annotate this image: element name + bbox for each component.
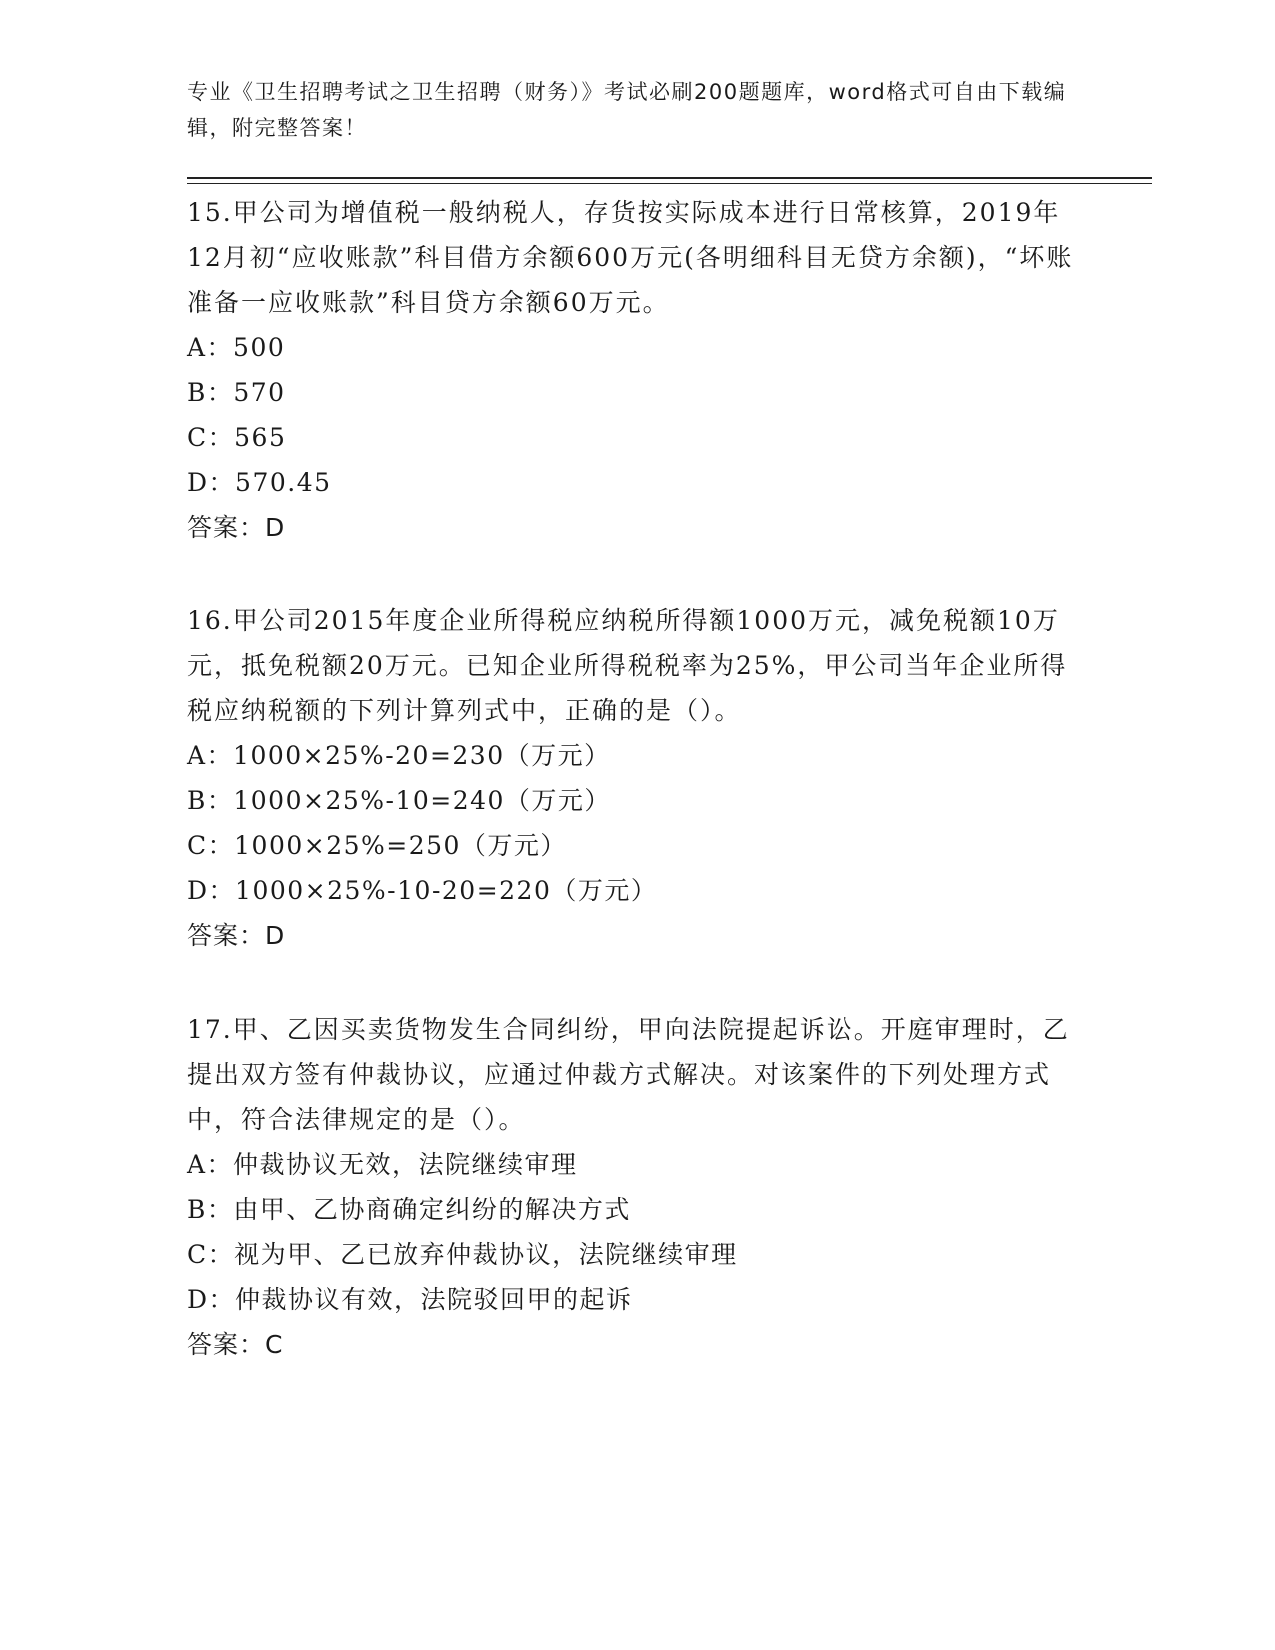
header-divider-thick	[187, 177, 1152, 179]
question-stem: 17.甲、乙因买卖货物发生合同纠纷，甲向法院提起诉讼。开庭审理时，乙提出双方签有仲裁协议，应通过仲裁方式解决。对该案件的下列处理方式中，符合法律规定的是（）。	[187, 1015, 1070, 1134]
question-stem: 16.甲公司2015年度企业所得税应纳税所得额1000万元，减免税额10万元，抵免税额20万元。已知企业所得税税率为25%，甲公司当年企业所得税应纳税额的下列计算列式中，正确的是（）。	[187, 606, 1068, 725]
option-c: C：1000×25%=250（万元）	[187, 831, 567, 860]
header-divider-thin	[187, 183, 1152, 184]
question-16	[187, 598, 1087, 958]
document-header: 专业《卫生招聘考试之卫生招聘（财务）》考试必刷200题题库，word格式可自由下载编辑，附完整答案！	[187, 80, 1067, 140]
option-a: A：500	[187, 333, 286, 362]
question-15	[187, 190, 1087, 550]
question-stem: 15.甲公司为增值税一般纳税人，存货按实际成本进行日常核算，2019年12月初“应收账款”科目借方余额600万元(各明细科目无贷方余额)，“坏账准备一应收账款”科目贷方余额60万元。	[187, 198, 1074, 317]
option-a: A：1000×25%-20=230（万元）	[187, 741, 611, 770]
option-c: C：565	[187, 423, 287, 452]
option-d: D：570.45	[187, 468, 332, 497]
option-d: D：1000×25%-10-20=220（万元）	[187, 876, 658, 905]
answer: 答案：C	[187, 1330, 284, 1359]
option-b: B：由甲、乙协商确定纠纷的解决方式	[187, 1195, 631, 1224]
option-d: D：仲裁协议有效，法院驳回甲的起诉	[187, 1285, 633, 1314]
option-b: B：1000×25%-10=240（万元）	[187, 786, 611, 815]
answer: 答案：D	[187, 921, 286, 950]
answer: 答案：D	[187, 513, 286, 542]
option-b: B：570	[187, 378, 286, 407]
question-17	[187, 1007, 1087, 1367]
option-a: A：仲裁协议无效，法院继续审理	[187, 1150, 578, 1179]
option-c: C：视为甲、乙已放弃仲裁协议，法院继续审理	[187, 1240, 738, 1269]
